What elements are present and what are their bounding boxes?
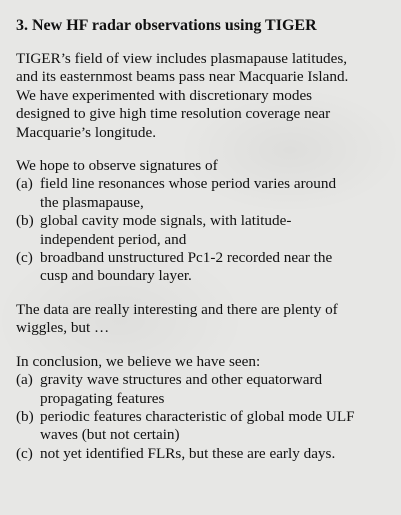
list-item-line: independent period, and bbox=[40, 230, 187, 248]
paragraph-line: We have experimented with discretionary modes bbox=[16, 86, 313, 104]
list-item bbox=[16, 249, 387, 286]
list-item-line: global cavity mode signals, with latitude- bbox=[40, 212, 292, 230]
paragraph-line: designed to give high time resolution coverage near bbox=[16, 105, 331, 123]
list-item bbox=[16, 371, 387, 408]
hope-intro: We hope to observe signatures of bbox=[16, 157, 218, 175]
list-marker: (a) bbox=[16, 175, 33, 193]
list-marker: (b) bbox=[16, 212, 34, 230]
list-item bbox=[16, 212, 387, 249]
hope-list bbox=[16, 175, 387, 285]
paragraph-line: TIGER’s field of view includes plasmapause latitudes, bbox=[16, 50, 348, 67]
list-marker: (c) bbox=[16, 444, 33, 462]
list-marker: (a) bbox=[16, 371, 33, 389]
paragraph-line: and its easternmost beams pass near Macquarie Island. bbox=[16, 68, 349, 86]
paragraph-line: Macquarie’s longitude. bbox=[16, 123, 157, 141]
conclusion-list bbox=[16, 371, 387, 463]
data-paragraph bbox=[16, 301, 387, 338]
list-item bbox=[16, 445, 387, 463]
list-marker: (c) bbox=[16, 249, 33, 267]
list-item-line: the plasmapause, bbox=[40, 193, 144, 211]
list-item-line: not yet identified FLRs, but these are early days. bbox=[40, 444, 336, 462]
list-item-line: propagating features bbox=[40, 389, 165, 407]
paragraph-line: wiggles, but … bbox=[16, 319, 110, 337]
list-item bbox=[16, 175, 387, 212]
section-heading: 3. New HF radar observations using TIGER bbox=[16, 17, 317, 34]
list-item-line: periodic features characteristic of global mode ULF bbox=[40, 407, 355, 425]
conclusion-intro: In conclusion, we believe we have seen: bbox=[16, 352, 261, 370]
list-item bbox=[16, 408, 387, 445]
list-item-line: broadband unstructured Pc1-2 recorded near the bbox=[40, 249, 333, 267]
list-item-line: cusp and boundary layer. bbox=[40, 267, 192, 285]
paragraph-line: The data are really interesting and there are plenty of bbox=[16, 300, 338, 318]
list-marker: (b) bbox=[16, 407, 34, 425]
list-item-line: waves (but not certain) bbox=[40, 426, 180, 444]
field-of-view-paragraph bbox=[16, 50, 387, 142]
list-item-line: gravity wave structures and other equatorward bbox=[40, 371, 323, 389]
list-item-line: field line resonances whose period varies around bbox=[40, 175, 337, 193]
